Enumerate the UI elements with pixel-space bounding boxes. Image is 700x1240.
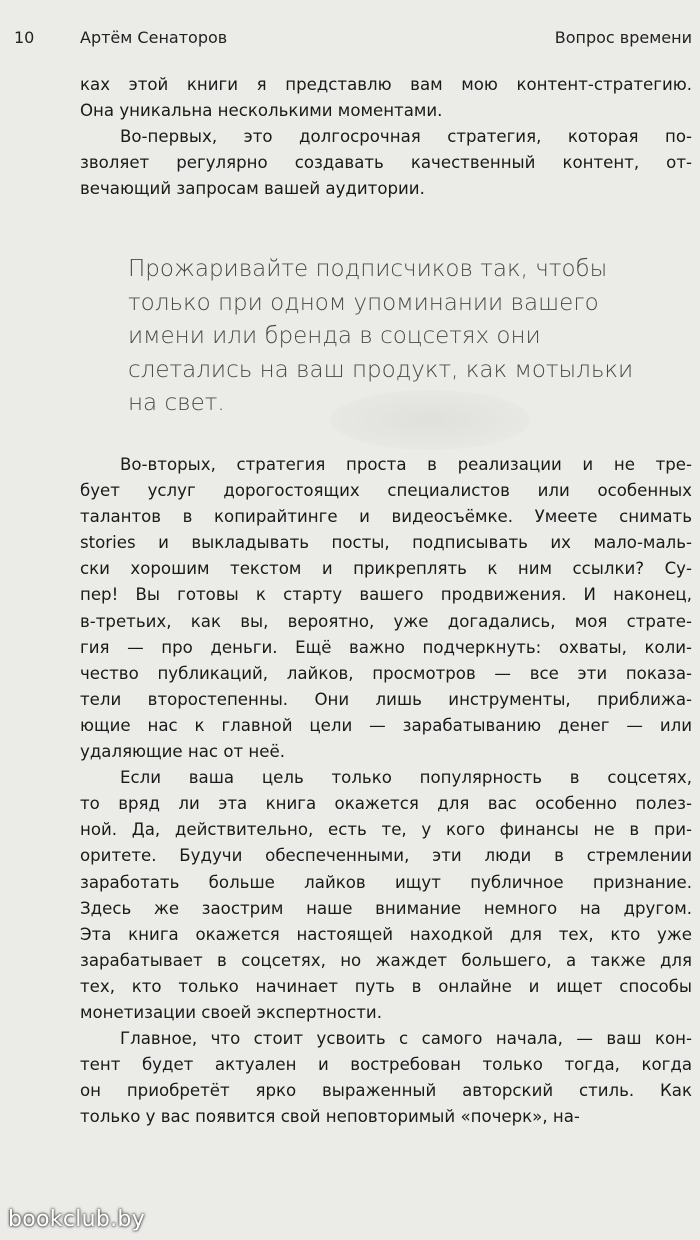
running-header (0, 28, 700, 52)
watermark: bookclub.by (8, 1207, 146, 1232)
text-line: Если ваша цель только популярность в соцсетях, (120, 768, 692, 788)
text-line: в-третьих, как вы, вероятно, уже догадались, моя страте- (80, 611, 692, 631)
text-line: талантов в копирайтинге и видеосъёмке. Умеете снимать (80, 507, 692, 527)
text-line: зарабатывает в соцсетях, но жаждет большего, а также для (80, 950, 692, 970)
text-line: вечающий запросам вашей аудитории. (80, 179, 425, 199)
paragraph (80, 452, 692, 765)
text-line: заработать больше лайков ищут публичное признание. (80, 872, 692, 892)
text-line: тели второстепенны. Они лишь инструменты, приближа- (80, 689, 692, 709)
paragraph (80, 1026, 692, 1130)
quote-line: только при одном упоминании вашего (128, 289, 599, 316)
body-text-top (80, 72, 692, 202)
chapter-title: Вопрос времени (554, 28, 692, 47)
text-line: бует услуг дорогостоящих специалистов или особенных (80, 481, 692, 501)
text-line: то вряд ли эта книга окажется для вас особенно полез- (80, 794, 692, 814)
quote-line: имени или бренда в соцсетях они (128, 323, 541, 349)
text-line: удаляющие нас от неё. (80, 742, 285, 762)
text-line: stories и выкладывать посты, подписывать их мало-маль- (80, 533, 692, 553)
text-line: чество публикаций, лайков, просмотров — все эти показа- (80, 663, 692, 683)
pull-quote (128, 253, 648, 421)
text-line: он приобретёт ярко выраженный авторский стиль. Как (80, 1081, 692, 1101)
text-line: Во-первых, это долгосрочная стратегия, которая по- (120, 127, 692, 147)
text-line: тех, кто только начинает путь в онлайне и ищет способы (80, 976, 692, 996)
text-line: Эта книга окажется настоящей находкой для тех, кто уже (80, 924, 692, 944)
text-line: ющие нас к главной цели — зарабатыванию денег — или (80, 715, 692, 735)
text-line: только у вас появится свой неповторимый «почерк», на- (80, 1107, 580, 1127)
body-text-bottom (80, 452, 692, 1130)
paragraph (80, 765, 692, 1026)
text-line: пер! Вы готовы к старту вашего продвижения. И наконец, (80, 585, 692, 605)
text-line: ной. Да, действительно, есть те, у кого финансы не в при- (80, 820, 692, 840)
text-line: Во-вторых, стратегия проста в реализации и не тре- (120, 455, 692, 474)
text-line: Она уникальна несколькими моментами. (80, 101, 443, 121)
quote-line: слетались на ваш продукт, как мотыльки (128, 356, 634, 383)
text-line: Здесь же заострим наше внимание немного на другом. (80, 898, 692, 918)
text-line: монетизации своей экспертности. (80, 1002, 382, 1022)
paragraph (80, 124, 692, 202)
text-line: ках этой книги я представлю вам мою контент-стратегию. (80, 75, 692, 94)
text-line: гия — про деньги. Ещё важно подчеркнуть: охваты, коли- (80, 637, 692, 657)
quote-line: на свет. (128, 390, 225, 416)
text-line: Главное, что стоит усвоить с самого начала, — ваш кон- (120, 1029, 692, 1049)
page-number: 10 (14, 28, 35, 47)
text-line: оритете. Будучи обеспеченными, эти люди в стремлении (80, 846, 692, 866)
text-line: тент будет актуален и востребован только тогда, когда (80, 1055, 692, 1075)
quote-line: Прожаривайте подписчиков так, чтобы (128, 256, 608, 282)
text-line: зволяет регулярно создавать качественный контент, от- (80, 153, 692, 173)
author-name: Артём Сенаторов (80, 28, 228, 47)
text-line: ски хорошим текстом и прикреплять к ним ссылки? Су- (80, 559, 692, 579)
paragraph (80, 72, 692, 124)
